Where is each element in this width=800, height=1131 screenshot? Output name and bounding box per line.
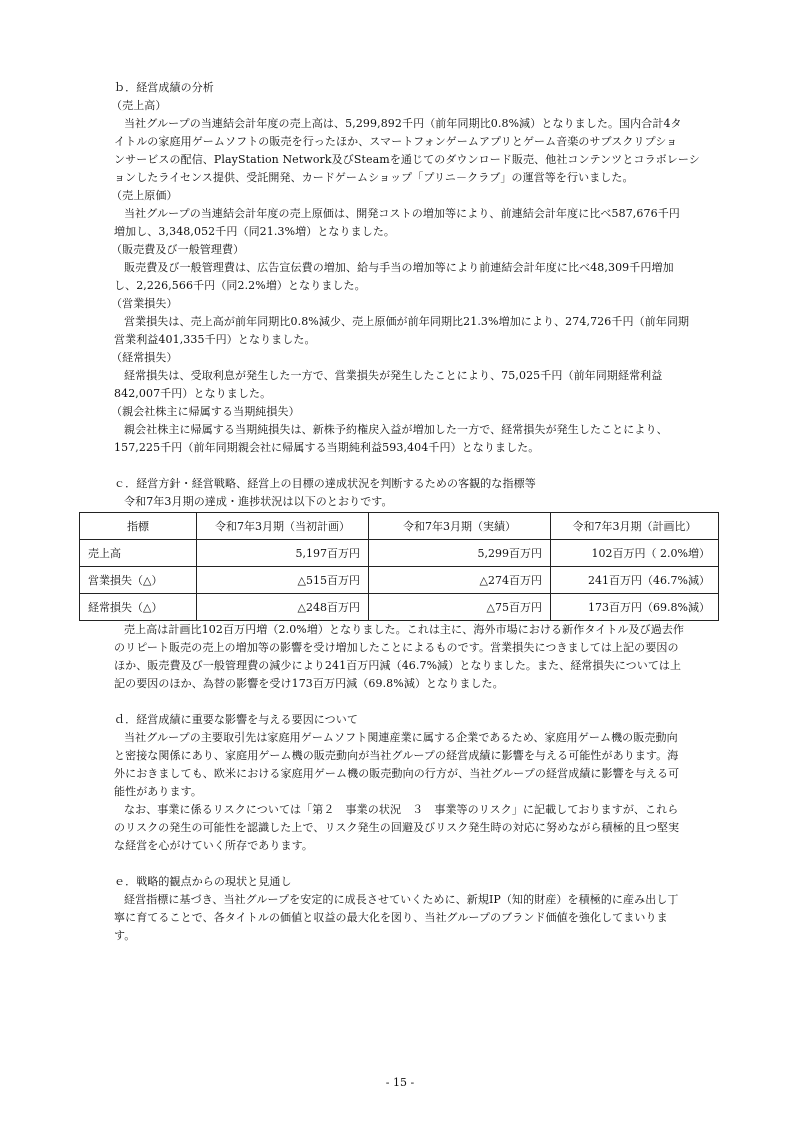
text-line: ｄ．経営成績に重要な影響を与える要因について bbox=[114, 713, 358, 726]
text-line: （販売費及び一般管理費） bbox=[111, 243, 245, 256]
text-line: ｂ．経営成績の分析 bbox=[114, 81, 214, 94]
text-line: （営業損失） bbox=[111, 297, 178, 310]
text-line: 当社グループの当連結会計年度の売上高は、5,299,892千円（前年同期比0.8%減）となりました。国内合計4タ bbox=[124, 117, 682, 130]
text-line: （売上原価） bbox=[111, 189, 178, 202]
text-line: なお、事業に係るリスクについては「第２ 事業の状況 ３ 事業等のリスク」に記載しておりますが、これら bbox=[124, 803, 679, 816]
text-line: ｅ．戦略的観点からの現状と見通し bbox=[114, 875, 292, 888]
text-line: 当社グループの主要取引先は家庭用ゲームソフト関連産業に属する企業であるため、家庭用ゲーム機の販売動向 bbox=[124, 731, 678, 744]
table-cell: 5,197百万円 bbox=[197, 540, 369, 567]
table-cell: 173百万円（69.8%減） bbox=[551, 594, 719, 621]
text-line: な経営を心がけていく所存であります。 bbox=[114, 839, 313, 852]
text-line: 販売費及び一般管理費は、広告宣伝費の増加、給与手当の増加等により前連結会計年度に比べ48,309千円増加 bbox=[124, 261, 674, 274]
table-cell: 経常損失（△） bbox=[80, 594, 197, 621]
text-line: ｃ．経営方針・経営戦略、経営上の目標の達成状況を判断するための客観的な指標等 bbox=[114, 477, 536, 490]
text-line: （売上高） bbox=[111, 99, 167, 112]
table-cell: △248百万円 bbox=[197, 594, 369, 621]
text-line: 営業損失は、売上高が前年同期比0.8%減少、売上原価が前年同期比21.3%増加により、274,726千円（前年同期 bbox=[124, 315, 690, 328]
text-line: （経常損失） bbox=[111, 351, 178, 364]
text-line: し、2,226,566千円（同2.2%増）となりました。 bbox=[114, 279, 366, 292]
table-header-cell: 指標 bbox=[80, 513, 197, 540]
text-line: 当社グループの当連結会計年度の売上原価は、開発コストの増加等により、前連結会計年度に比べ587,676千円 bbox=[124, 207, 680, 220]
text-line: 親会社株主に帰属する当期純損失は、新株予約権戻入益が増加した一方で、経常損失が発生したことにより、 bbox=[124, 423, 668, 436]
text-line: のリピート販売の売上の増加等の影響を受け増加したことによるものです。営業損失につきましては上記の要因の bbox=[114, 641, 679, 654]
text-line: 売上高は計画比102百万円増（2.0%増）となりました。これは主に、海外市場における新作タイトル及び過去作 bbox=[124, 623, 685, 636]
text-line: 842,007千円）となりました。 bbox=[114, 387, 272, 400]
table-cell: 営業損失（△） bbox=[80, 567, 197, 594]
table-header-row bbox=[80, 513, 719, 540]
text-line: 令和7年3月期の達成・進捗状況は以下のとおりです。 bbox=[124, 495, 393, 508]
text-line: す。 bbox=[114, 929, 136, 942]
kpi-table bbox=[79, 512, 719, 621]
text-line: 能性があります。 bbox=[114, 785, 202, 798]
text-line: ョンしたライセンス提供、受託開発、カードゲームショップ「プリニ－クラブ」の運営等を行いました。 bbox=[114, 171, 634, 184]
table-cell: 102百万円（ 2.0%増） bbox=[551, 540, 719, 567]
text-line: 増加し、3,348,052千円（同21.3%増）となりました。 bbox=[114, 225, 396, 238]
table-cell: △515百万円 bbox=[197, 567, 369, 594]
text-line: 営業利益401,335千円）となりました。 bbox=[114, 333, 316, 346]
table-row bbox=[80, 540, 719, 567]
table-cell: 売上高 bbox=[80, 540, 197, 567]
text-line: 157,225千円（前年同期親会社に帰属する当期純利益593,404千円）となりました。 bbox=[114, 441, 540, 454]
text-line: のリスクの発生の可能性を認識した上で、リスク発生の回避及びリスク発生時の対応に努めながら積極的且つ堅実 bbox=[114, 821, 680, 834]
table-cell: △274百万円 bbox=[369, 567, 551, 594]
text-line: ほか、販売費及び一般管理費の減少により241百万円減（46.7%減）となりました。また、経常損失については上 bbox=[114, 659, 682, 672]
text-line: （親会社株主に帰属する当期純損失） bbox=[111, 405, 300, 418]
text-line: 記の要因のほか、為替の影響を受け173百万円減（69.8%減）となりました。 bbox=[114, 677, 504, 690]
text-line: と密接な関係にあり、家庭用ゲーム機の販売動向が当社グループの経営成績に影響を与える可能性があります。海 bbox=[114, 749, 679, 762]
table-cell: 5,299百万円 bbox=[369, 540, 551, 567]
table-cell: 241百万円（46.7%減） bbox=[551, 567, 719, 594]
table-header-cell: 令和7年3月期（実績） bbox=[369, 513, 551, 540]
text-line: 経常損失は、受取利息が発生した一方で、営業損失が発生したことにより、75,025千円（前年同期経常利益 bbox=[124, 369, 663, 382]
table-row bbox=[80, 567, 719, 594]
text-line: 外におきましても、欧米における家庭用ゲーム機の販売動向の行方が、当社グループの経営成績に影響を与える可 bbox=[114, 767, 680, 780]
page-number: - 15 - bbox=[385, 1076, 415, 1089]
text-line: 経営指標に基づき、当社グループを安定的に成長させていくために、新規IP（知的財産）を積極的に産み出し丁 bbox=[124, 893, 679, 906]
text-line: イトルの家庭用ゲームソフトの販売を行ったほか、スマートフォンゲームアプリとゲーム音楽のサブスクリプショ bbox=[114, 135, 678, 148]
table-cell: △75百万円 bbox=[369, 594, 551, 621]
table-header-cell: 令和7年3月期（計画比） bbox=[551, 513, 719, 540]
table-header-cell: 令和7年3月期（当初計画） bbox=[197, 513, 369, 540]
table-row bbox=[80, 594, 719, 621]
text-line: 寧に育てることで、各タイトルの価値と収益の最大化を図り、当社グループのブランド価値を強化してまいりま bbox=[114, 911, 668, 924]
text-line: ンサービスの配信、PlayStation Network及びSteamを通じてのダウンロード販売、他社コンテンツとコラボレーシ bbox=[114, 153, 700, 166]
